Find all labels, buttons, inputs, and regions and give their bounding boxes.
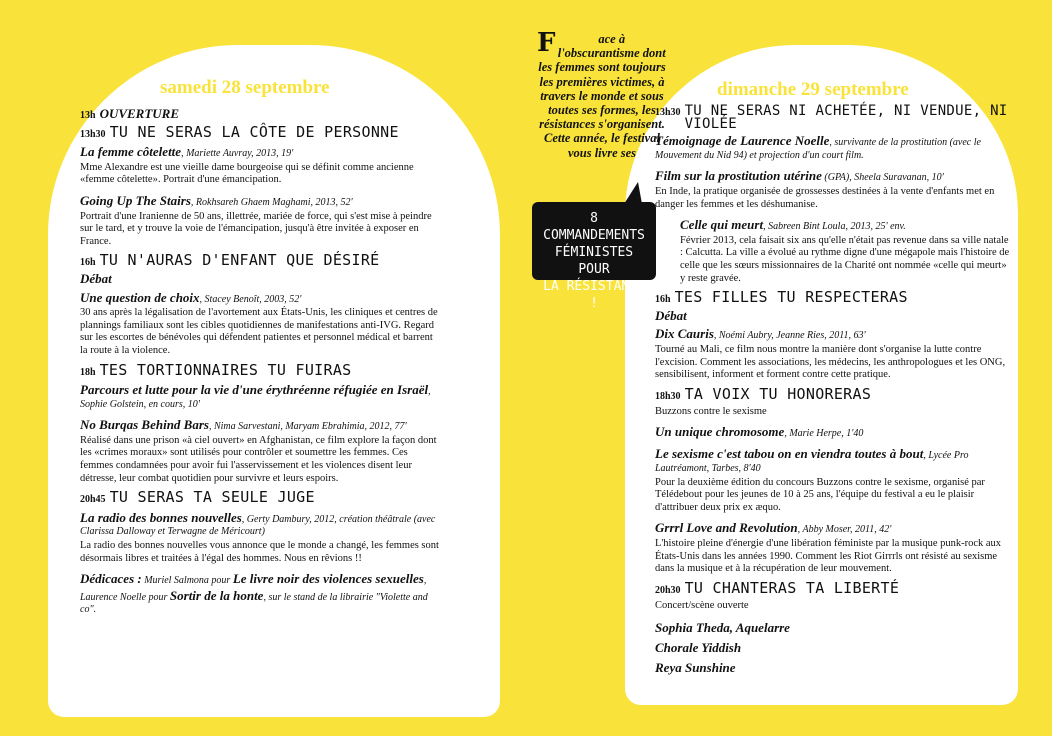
film-entry [655, 424, 1010, 441]
film-meta: , Marie Herpe, 1'40 [784, 427, 864, 439]
artist-name: Sophia Theda, Aquelarre [655, 620, 790, 635]
dedicaces-text: , sur le stand de la librairie "Violette and co". [80, 591, 428, 616]
film-entry [80, 144, 440, 187]
book-title: Sortir de la honte [169, 587, 264, 603]
film-description: Portrait d'une Iranienne de 50 ans, illettrée, mariée de force, qui s'est mise à peindre sur le tard, et y trouve la voie de l'émancipation, jusqu'à être invitée à exposer en France. [80, 210, 432, 247]
film-description: Pour la deuxième édition du concours Buzzons contre le sexisme, organisé par Télédebout pour les jeunes de 10 à 25 ans, l'équipe du festival a eu le plaisir d'attribuer deux prix ex æquo. [655, 476, 985, 513]
film-entry [80, 510, 440, 565]
film-meta: , Lycée Pro Lautréamont, Tarbes, 8'40 [655, 450, 969, 475]
intro-initial: F [537, 28, 556, 58]
slot-time: 18h [80, 366, 96, 378]
dedicaces-text: Muriel Salmona pour [141, 575, 233, 587]
intro-body: ace à l'obscurantisme dont les femmes sont toujours les premières victimes, à travers le monde et sous toutes ses formes, les résistances s'organisent. Cette année, le festival vous livre ses [538, 32, 666, 160]
commandment-title: TU NE SERAS LA CÔTE DE PERSONNE [109, 122, 399, 141]
film-entry [80, 290, 440, 358]
film-entry [655, 520, 1010, 575]
book-title: Le livre noir des violences sexuelles [232, 571, 424, 587]
commandment-title: TU CHANTERAS TA LIBERTÉ [684, 578, 900, 597]
film-title: Film sur la prostitution utérine [655, 168, 822, 184]
debat-label: Débat [655, 307, 687, 323]
film-description: Tourné au Mali, ce film nous montre la manière dont s'organise la lutte contre l'excision. Comment les associations, les médecins, les anthropologues et les ONG, sensibilisent, informent et forment contre cette pratique. [655, 343, 1006, 381]
film-meta: , Abby Moser, 2011, 42' [797, 524, 892, 536]
commandment-title: TU N'AURAS D'ENFANT QUE DÉSIRÉ [99, 251, 380, 270]
slot-enfant [80, 251, 440, 270]
commandments-speech-bubble [532, 202, 656, 311]
slot-juge [80, 488, 440, 507]
film-entry [655, 133, 1010, 162]
sunday-program [655, 105, 1010, 678]
film-entry [655, 168, 1010, 211]
film-title: Le sexisme c'est tabou on en viendra toutes à bout [655, 446, 924, 462]
slot-time: 13h30 [80, 128, 106, 140]
slot-cote [80, 122, 440, 142]
slot-time: 20h30 [655, 584, 681, 596]
film-entry [80, 193, 440, 248]
slot-time: 13h30 [655, 107, 681, 118]
film-entry [80, 382, 440, 411]
commandment-title: TES TORTIONNAIRES TU FUIRAS [99, 360, 352, 379]
film-meta: , Nima Sarvestani, Maryam Ebrahimia, 2012, 77' [208, 421, 407, 433]
film-meta: (GPA), Sheela Suravanan, 10' [821, 172, 944, 184]
film-title: La radio des bonnes nouvelles [80, 509, 242, 525]
slot-time: 13h [80, 110, 96, 121]
film-meta: , Gerty Dambury, 2012, création théâtrale (avec Clarissa Dalloway et Terwagne de Méricourt) [80, 513, 436, 538]
dedicaces-entry [80, 571, 440, 617]
slot-achetee [655, 105, 1010, 130]
slot-ouverture [80, 108, 440, 123]
film-description: 30 ans après la légalisation de l'avortement aux États-Unis, les cliniques et centres de plannings familiaux sont les cibles quotidiennes de manifestations anti-IVG. Regard sur les escortes de bénévoles qui défendent patientes et personnel médical et barrent la route à la violence. [80, 307, 438, 356]
slot-time: 20h45 [80, 494, 106, 506]
slot-time: 16h [80, 257, 96, 269]
debat-label: Débat [80, 270, 112, 286]
slot-voix [655, 384, 1010, 404]
film-description: En Inde, la pratique organisée de grossesses destinées à la vente d'enfants met en danger les femmes et les déshumanise. [655, 185, 995, 210]
film-meta: , Stacey Benoît, 2003, 52' [199, 293, 302, 305]
buzzons-label: Buzzons contre le sexisme [655, 406, 767, 418]
film-title: Parcours et lutte pour la vie d'une érythréenne réfugiée en Israël [80, 382, 429, 398]
film-title: Celle qui meurt [680, 217, 764, 233]
commandment-title: TA VOIX TU HONORERAS [684, 384, 872, 403]
film-title: Dix Cauris [655, 326, 714, 342]
day-title-sunday: dimanche 29 septembre [717, 79, 909, 100]
slot-time: 16h [655, 294, 671, 306]
film-meta: , Mariette Auvray, 2013, 19' [181, 148, 294, 160]
film-description: Mme Alexandre est une vieille dame bourgeoise qui se définit comme ancienne «femme côtelette». Portrait d'une émancipation. [80, 161, 414, 186]
commandment-title: TU SERAS TA SEULE JUGE [109, 488, 315, 507]
film-description: La radio des bonnes nouvelles vous annonce que le monde a changé, les femmes sont désormais libres et traitées à l'égal des hommes. Nous en rêvions !! [80, 540, 439, 564]
intro-text [537, 28, 667, 160]
film-meta: , Sophie Golstein, en cours, 10' [80, 386, 431, 410]
film-meta: , Sabreen Bint Loula, 2013, 25' env. [763, 221, 906, 233]
commandment-title: TES FILLES TU RESPECTERAS [674, 288, 908, 307]
bubble-line: LA RÉSISTANCE ! [543, 279, 645, 311]
film-title: Grrrl Love and Revolution [655, 520, 798, 536]
film-entry [655, 326, 1010, 381]
slot-title: OUVERTURE [99, 106, 180, 121]
slot-time: 18h30 [655, 390, 681, 402]
commandment-title: TU NE SERAS NI ACHETÉE, NI VENDUE, NI VIOLÉE [684, 103, 1008, 132]
film-meta: , survivante de la prostitution (avec le Mouvement du Nid 94) et projection d'un court film. [655, 137, 981, 161]
dedicaces-text: , Laurence Noelle pour [80, 575, 427, 603]
film-title: Témoignage de Laurence Noelle [655, 133, 830, 149]
day-title-saturday: samedi 28 septembre [160, 77, 330, 98]
film-title: La femme côtelette [80, 144, 182, 160]
dedicaces-label: Dédicaces : [80, 571, 142, 587]
artist-name: Reya Sunshine [655, 660, 736, 675]
speech-bubble-tail [624, 182, 642, 204]
slot-liberte [655, 578, 1010, 598]
slot-tortionnaires [80, 360, 440, 380]
concert-label: Concert/scène ouverte [655, 600, 749, 612]
saturday-program [80, 108, 440, 623]
film-entry [680, 217, 1010, 285]
film-meta: , Noémi Aubry, Jeanne Ries, 2011, 63' [713, 330, 866, 342]
bubble-line: FÉMINISTES POUR [554, 245, 634, 277]
artist-name: Chorale Yiddish [655, 640, 742, 655]
film-description: Février 2013, cela faisait six ans qu'elle n'était pas revenue dans sa ville natale : Calcutta. La ville a évolué au rythme digne d'une mégapole mais l'histoire de celle que les sœurs missionnaires de la Charité ont nommée «celle qui meurt» y reste gravée. [680, 234, 1010, 284]
film-entry [80, 417, 440, 485]
film-entry [655, 446, 1010, 514]
slot-filles [655, 288, 1010, 307]
film-title: No Burqas Behind Bars [80, 417, 209, 433]
film-title: Une question de choix [80, 289, 200, 305]
film-description: Réalisé dans une prison «à ciel ouvert» en Afghanistan, ce film explore la façon dont les «crimes moraux» sont utilisés pour contrôler et soumettre les femmes. Ces femmes condamnées pour avoir fui l'asservissement et les violences disent leur détresse, leur combat quotidien pour survivre et leurs espoirs. [80, 434, 437, 484]
film-description: L'histoire pleine d'énergie d'une libération féministe par la musique punk-rock aux États-Unis dans les années 1990. Comment les Riot Girrrls ont résisté au sexisme dans la musique et à la récupération de leur mouvement. [655, 538, 1002, 575]
film-title: Un unique chromosome [655, 423, 785, 439]
film-title: Going Up The Stairs [80, 192, 191, 208]
bubble-line: 8 COMMANDEMENTS [543, 211, 645, 243]
film-meta: , Rokhsareh Ghaem Maghami, 2013, 52' [190, 196, 353, 208]
